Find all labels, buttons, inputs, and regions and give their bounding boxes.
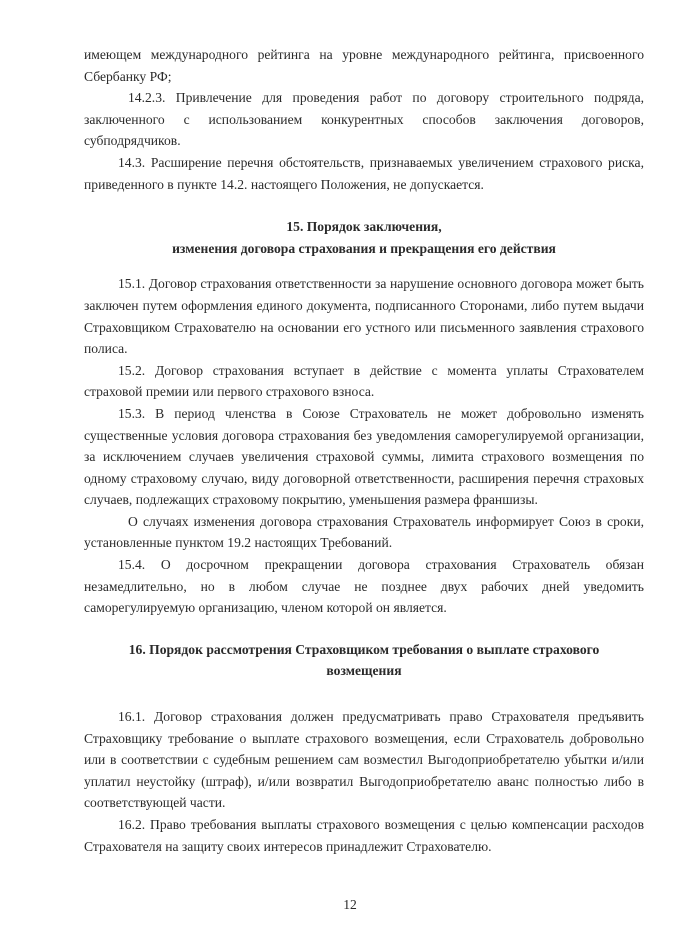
paragraph-16-2: 16.2. Право требования выплаты страхового возмещения с целью компенсации расходов Страхователя на защиту своих интересов принадлежит Страхователю. <box>84 817 644 854</box>
paragraph-16-1: 16.1. Договор страхования должен предусматривать право Страхователя предъявить Страховщику требование о выплате страхового возмещения, если Страхователь добровольно или в соответствии с судебным решением сам возместил Выгодоприобретателю убытки и/или уплатил неустойку (штраф), и/или возвратил Выгодоприобретателю аванс полностью либо в соответствующей части. <box>84 709 644 811</box>
section-16-title-line1: 16. Порядок рассмотрения Страховщиком требования о выплате страхового <box>128 641 600 657</box>
section-15-title <box>84 216 644 259</box>
section-16-title-line2: возмещения <box>326 663 402 679</box>
section-15-title-line1: 15. Порядок заключения, <box>286 219 442 235</box>
paragraph-14-2-3: 14.2.3. Привлечение для проведения работ по договору строительного подряда, заключенного с использованием конкурентных способов заключения договоров, субподрядчиков. <box>84 90 644 149</box>
paragraph-14-3: 14.3. Расширение перечня обстоятельств, признаваемых увеличением страхового риска, приведенного в пункте 14.2. настоящего Положения, не допускается. <box>84 154 644 192</box>
paragraph-15-1: 15.1. Договор страхования ответственности за нарушение основного договора может быть заключен путем оформления единого документа, подписанного Сторонами, либо путем выдачи Страховщиком Страхователю на основании его устного или письменного заявления страхового полиса. <box>84 276 644 357</box>
section-15-title-line2: изменения договора страхования и прекращения его действия <box>172 240 556 256</box>
section-16-body <box>84 706 644 857</box>
section-16-title <box>84 639 644 682</box>
paragraph-15-2: 15.2. Договор страхования вступает в действие с момента уплаты Страхователем страховой премии или первого страхового взноса. <box>84 362 644 400</box>
section-15-body <box>84 273 644 619</box>
paragraph-continuation: имеющем международного рейтинга на уровне международного рейтинга, присвоенного Сбербанку РФ; <box>84 47 644 84</box>
paragraph-15-3: 15.3. В период членства в Союзе Страхователь не может добровольно изменять существенные условия договора страхования без уведомления саморегулируемой организации, за исключением случаев увеличения страховой суммы, лимита страхового возмещения по одному страховому случаю, виду договорной ответственности, расширения перечня страховых случаев, подлежащих страховому покрытию, уменьшения размера франшизы. <box>84 405 644 508</box>
paragraph-15-4: 15.4. О досрочном прекращении договора страхования Страхователь обязан незамедлительно, но в любом случае не позднее двух рабочих дней уведомить саморегулируемую организацию, членом которой он является. <box>84 557 644 616</box>
paragraph-15-3-note: О случаях изменения договора страхования Страхователь информирует Союз в сроки, установленные пунктом 19.2 настоящих Требований. <box>84 513 644 551</box>
page-number: 12 <box>343 897 357 912</box>
